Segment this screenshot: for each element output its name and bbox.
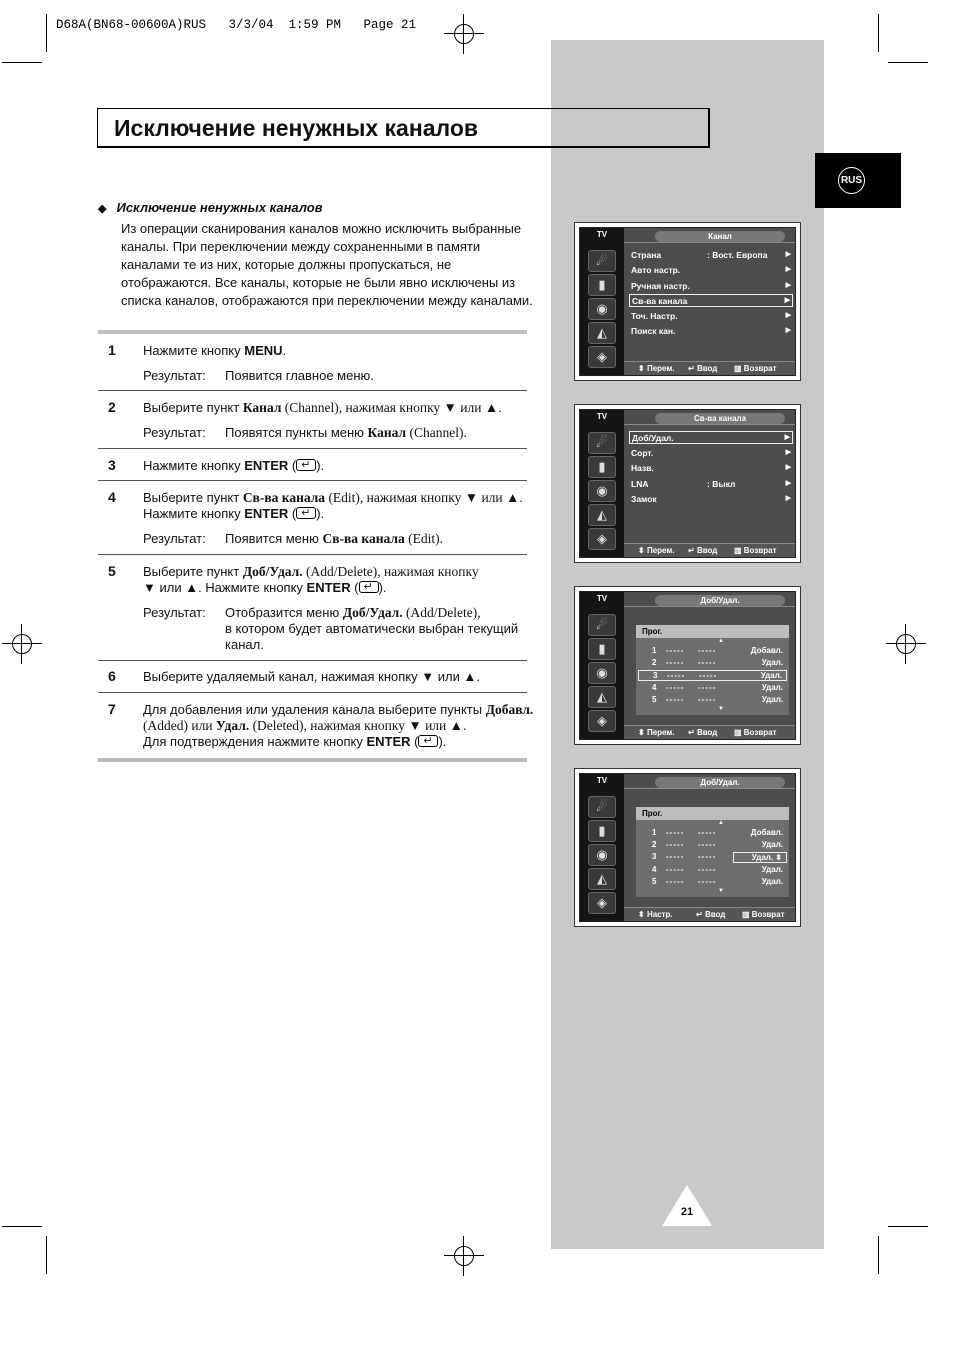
program-list (636, 807, 789, 897)
step-4-text-line2: Нажмите кнопку ENTER (↵ ). (143, 506, 324, 522)
antenna-icon: ☄ (588, 432, 616, 454)
enter-hint: ↵ Ввод (688, 728, 718, 737)
tv-footer (624, 907, 795, 921)
step-2-text: Выберите пункт Канал (Channel), нажимая кнопку ▼ или ▲. (143, 400, 502, 415)
divider (98, 480, 527, 481)
input-icon: ◈ (588, 892, 616, 914)
tv-footer (624, 725, 795, 739)
menu-item-selected[interactable]: Доб/Удал. ▶ (629, 431, 793, 444)
divider (98, 554, 527, 555)
registration-mark (444, 1236, 484, 1276)
status-selector[interactable]: Удал. ⬍ (733, 852, 787, 863)
step-4-text: Выберите пункт Св-ва канала (Edit), нажимая кнопку ▼ или ▲. (143, 490, 523, 505)
divider (98, 660, 527, 661)
divider (98, 330, 527, 334)
back-hint: ▥ Возврат (742, 910, 785, 919)
menu-item[interactable]: Авто настр. ▶ (631, 265, 791, 275)
menu-item[interactable]: Точ. Настр. ▶ (631, 311, 791, 321)
setup-icon: ◭ (588, 868, 616, 890)
crop-mark (888, 1226, 928, 1227)
program-row[interactable]: 3 ----- ----- (652, 852, 717, 861)
program-row[interactable]: 5 ----- ----- Удал. (652, 877, 783, 886)
tv-screen-channel-props (574, 404, 801, 563)
menu-title: Доб/Удал. (655, 595, 785, 606)
step-5-text-line2: ▼ или ▲. Нажмите кнопку ENTER (↵ ). (143, 580, 387, 596)
step-7-text-line3: Для подтверждения нажмите кнопку ENTER (↵ ). (143, 734, 446, 750)
speaker-icon: ▮ (588, 456, 616, 478)
menu-item[interactable]: Назв. ▶ (631, 463, 791, 473)
title-box (97, 108, 710, 148)
menu-title: Канал (655, 231, 785, 242)
program-row[interactable]: 2 ----- ----- Удал. (652, 840, 783, 849)
antenna-icon: ☄ (588, 614, 616, 636)
registration-mark (2, 624, 42, 664)
crop-mark (46, 1236, 47, 1274)
tv-label: TV (596, 412, 608, 421)
menu-item[interactable]: Ручная настр. ▶ (631, 281, 791, 291)
tv-label: TV (596, 594, 608, 603)
program-row-selected[interactable]: 3 ----- ----- Удал. (638, 670, 787, 681)
setup-icon: ◭ (588, 322, 616, 344)
language-badge: RUS (838, 167, 865, 194)
program-row[interactable]: 4 ----- ----- Удал. (652, 683, 783, 692)
channel-icon: ◉ (588, 480, 616, 502)
tv-screen-channel (574, 222, 801, 381)
step-7-text: Для добавления или удаления канала выберите пункты Добавл. (143, 702, 534, 717)
move-hint: ⬍ Перем. (638, 364, 675, 373)
back-hint: ▥ Возврат (734, 728, 777, 737)
step-number: 5 (108, 563, 116, 579)
page-title: Исключение ненужных каналов (114, 115, 479, 141)
program-list (636, 625, 789, 715)
divider (98, 448, 527, 449)
speaker-icon: ▮ (588, 638, 616, 660)
menu-item[interactable]: Замок ▶ (631, 494, 791, 504)
section-heading: ◆ Исключение ненужных каналов (98, 200, 323, 215)
scroll-up-icon: ▲ (718, 820, 724, 826)
divider (98, 390, 527, 391)
scroll-down-icon: ▼ (718, 706, 724, 712)
step-1-text: Нажмите кнопку MENU. (143, 343, 287, 358)
crop-mark (888, 62, 928, 63)
tv-label: TV (596, 230, 608, 239)
enter-hint: ↵ Ввод (688, 364, 718, 373)
adjust-hint: ⬍ Настр. (638, 910, 673, 919)
step-3-text: Нажмите кнопку ENTER (↵ ). (143, 458, 324, 474)
step-7-text-line2: (Added) или Удал. (Deleted), нажимая кнопку ▼ или ▲. (143, 718, 467, 733)
program-row[interactable]: 5 ----- ----- Удал. (652, 695, 783, 704)
tv-screen-add-delete-edit (574, 768, 801, 927)
scroll-down-icon: ▼ (718, 888, 724, 894)
intro-text: Из операции сканирования каналов можно исключить выбранные каналы. При переключении между сохраненными в памяти каналами те из них, которые должны пропускаться, не отображаются. Все каналы, которые не были явно исключены из списка каналов, отображаются при переключении между каналами. (121, 221, 533, 308)
enter-hint: ↵ Ввод (696, 910, 726, 919)
antenna-icon: ☄ (588, 796, 616, 818)
move-hint: ⬍ Перем. (638, 728, 675, 737)
result-label: Результат: (143, 605, 206, 620)
menu-item[interactable]: Сорт. ▶ (631, 448, 791, 458)
back-hint: ▥ Возврат (734, 546, 777, 555)
tv-footer (624, 543, 795, 557)
channel-icon: ◉ (588, 844, 616, 866)
step-4-result: Появится меню Св-ва канала (Edit). (225, 531, 443, 546)
menu-title: Св-ва канала (655, 413, 785, 424)
step-number: 2 (108, 399, 116, 415)
print-header: D68A(BN68-00600A)RUS 3/3/04 1:59 PM Page 21 (56, 18, 417, 32)
crop-mark (878, 1236, 879, 1274)
step-5-result-line3: канал. (225, 637, 264, 652)
move-hint: ⬍ Перем. (638, 546, 675, 555)
step-number: 4 (108, 489, 116, 505)
step-number: 6 (108, 668, 116, 684)
registration-mark (444, 14, 484, 54)
crop-mark (2, 1226, 42, 1227)
step-1-result: Появится главное меню. (225, 368, 374, 383)
step-5-result: Отобразится меню Доб/Удал. (Add/Delete), (225, 605, 481, 620)
enter-icon (418, 735, 438, 747)
enter-icon (296, 507, 316, 519)
step-number: 7 (108, 701, 116, 717)
enter-icon (359, 581, 379, 593)
program-header: Прог. (636, 807, 789, 820)
program-row[interactable]: 2 ----- ----- Удал. (652, 658, 783, 667)
menu-item-selected[interactable]: Св-ва канала ▶ (629, 294, 793, 307)
tv-screen-add-delete (574, 586, 801, 745)
result-label: Результат: (143, 368, 206, 383)
enter-icon (296, 459, 316, 471)
step-2-result: Появятся пункты меню Канал (Channel). (225, 425, 467, 440)
language-tab (815, 153, 901, 208)
antenna-icon: ☄ (588, 250, 616, 272)
back-hint: ▥ Возврат (734, 364, 777, 373)
crop-mark (878, 14, 879, 52)
diamond-bullet-icon: ◆ (98, 203, 107, 215)
result-label: Результат: (143, 531, 206, 546)
program-row[interactable]: 1 ----- ----- Добавл. (652, 828, 783, 837)
scroll-up-icon: ▲ (718, 638, 724, 644)
program-header: Прог. (636, 625, 789, 638)
enter-hint: ↵ Ввод (688, 546, 718, 555)
speaker-icon: ▮ (588, 820, 616, 842)
result-label: Результат: (143, 425, 206, 440)
menu-item[interactable]: LNA : Выкл ▶ (631, 479, 791, 489)
step-6-text: Выберите удаляемый канал, нажимая кнопку ▼ или ▲. (143, 669, 480, 684)
setup-icon: ◭ (588, 504, 616, 526)
crop-mark (2, 62, 42, 63)
channel-icon: ◉ (588, 298, 616, 320)
tv-label: TV (596, 776, 608, 785)
input-icon: ◈ (588, 346, 616, 368)
step-5-result-line2: в котором будет автоматически выбран текущий (225, 621, 519, 636)
channel-icon: ◉ (588, 662, 616, 684)
crop-mark (46, 14, 47, 52)
speaker-icon: ▮ (588, 274, 616, 296)
input-icon: ◈ (588, 528, 616, 550)
page-number: 21 (680, 1206, 694, 1218)
menu-item[interactable]: Поиск кан. ▶ (631, 326, 791, 336)
program-row[interactable]: 1 ----- ----- Добавл. (652, 646, 783, 655)
step-5-text: Выберите пункт Доб/Удал. (Add/Delete), нажимая кнопку (143, 564, 479, 579)
input-icon: ◈ (588, 710, 616, 732)
setup-icon: ◭ (588, 686, 616, 708)
step-number: 3 (108, 457, 116, 473)
menu-title: Доб/Удал. (655, 777, 785, 788)
tv-footer (624, 361, 795, 375)
menu-item[interactable]: Страна : Вост. Европа ▶ (631, 250, 791, 260)
divider (98, 758, 527, 762)
program-row[interactable]: 4 ----- ----- Удал. (652, 865, 783, 874)
step-number: 1 (108, 342, 116, 358)
divider (98, 692, 527, 693)
registration-mark (886, 624, 926, 664)
